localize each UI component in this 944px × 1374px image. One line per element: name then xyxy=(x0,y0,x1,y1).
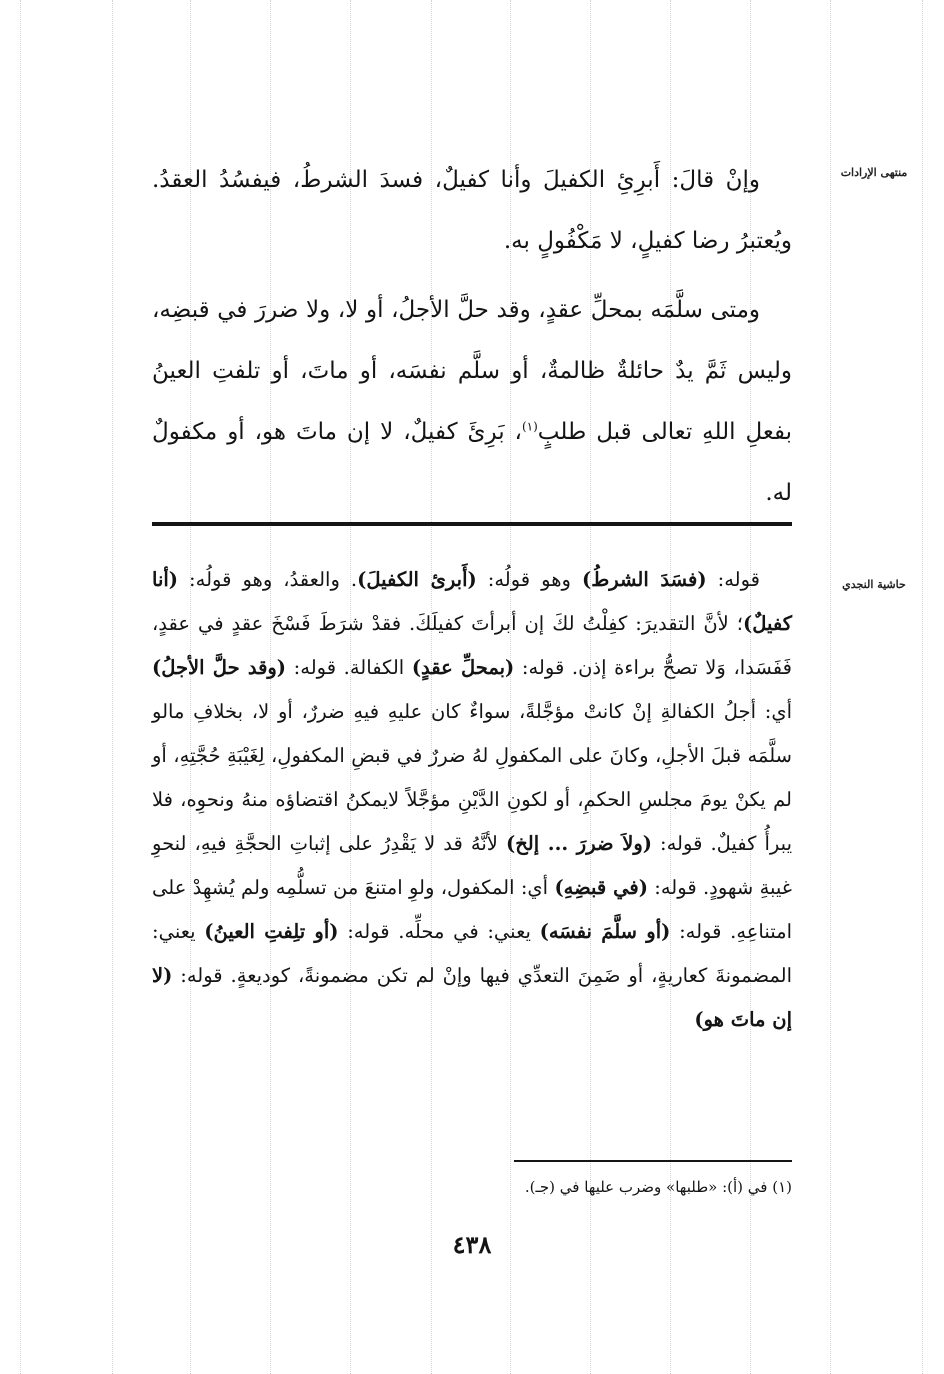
commentary-quote: (وقد حلَّ الأجلُ) xyxy=(152,656,287,679)
commentary-quote: (أو سلَّمَ نفسَه) xyxy=(539,920,671,943)
footnote-divider xyxy=(514,1160,792,1162)
commentary-quote: (أو تلِفتِ العينُ) xyxy=(204,920,339,943)
commentary-quote: (في قبضِهِ) xyxy=(554,876,648,899)
margin-label-matn: منتهى الإرادات xyxy=(840,166,908,179)
commentary-quote: (أنا كفيلٌ) xyxy=(152,568,792,635)
section-divider xyxy=(152,522,792,526)
footnote-text: (١) في (أ): «طلبها» وضرب عليها في (جـ). xyxy=(524,1178,792,1196)
commentary-text xyxy=(152,558,792,1042)
page-number: ٤٣٨ xyxy=(452,1230,492,1259)
commentary-segment: قوله: xyxy=(706,568,760,591)
commentary-segment: الكفالة. قوله: xyxy=(286,656,412,679)
commentary-quote: (لا إن ماتَ هو) xyxy=(152,964,792,1031)
scan-dotted-line xyxy=(112,0,113,1374)
commentary-quote: (بمحلِّ عقدٍ) xyxy=(411,656,515,679)
commentary-segment: . والعقدُ، وهو قولُه: xyxy=(178,568,358,591)
scan-dotted-line xyxy=(922,0,923,1374)
footnote-reference: (١) xyxy=(521,419,538,434)
main-paragraph-1: وإنْ قالَ: أَبرِئِ الكفيلَ وأنا كفيلٌ، فسدَ الشرطُ، فيفسُدُ العقدُ. ويُعتبرُ رضا كفيلٍ، لا مَكْفُولٍ به. xyxy=(152,167,792,254)
main-paragraph-2-text-a: ومتى سلَّمَه بمحلِّ عقدٍ، وقد حلَّ الأجلُ، أو لا، ولا ضررَ في قبضِه، وليس ثَمَّ يدٌ حائلةٌ ظالمةٌ، أو سلَّم نفسَه، أو ماتَ، أو تلفتِ العينُ بفعلِ اللهِ تعالى قبل طلبٍ xyxy=(152,297,792,445)
main-text xyxy=(152,150,792,524)
footnote xyxy=(152,1172,792,1202)
main-paragraph-2-text-b: ، بَرِئَ كفيلٌ، لا إن ماتَ هو، أو مكفولٌ له. xyxy=(152,419,792,506)
margin-label-sharh: حاشية النجدي xyxy=(842,578,906,591)
commentary-segment: يعني: المضمونةَ كعاريةٍ، أو ضَمِنَ التعدِّي فيها وإنْ لم تكن مضمونةً، كوديعةٍ. قوله: xyxy=(152,920,792,987)
commentary-segment: يعني: في محلِّه. قوله: xyxy=(338,920,540,943)
commentary-segment: أي: المكفول، ولوِ امتنعَ من تسلُّمِه ولم يُشهِدْ على امتناعِهِ. قوله: xyxy=(152,876,792,943)
commentary-quote: (فسَدَ الشرطُ) xyxy=(582,568,707,591)
commentary-paragraph xyxy=(152,558,792,1042)
commentary-segment: أي: أجلُ الكفالةِ إنْ كانتْ مؤجَّلةً، سواءٌ كان عليهِ فيهِ ضررٌ، أو لا، بخلافِ مالو سلَّمَه قبلَ الأجلِ، وكانَ على المكفولِ لهُ ضررٌ في قبضِ المكفولِ، لِغَيْبَةِ حُجَّتِهِ، أو لم يكنْ يومَ مجلسِ الحكمِ، أو لكونِ الدَّيْنِ مؤجَّلاً لايمكنُ اقتضاؤه منهُ ونحوِه، فلا يبرأُ كفيلٌ. قوله: xyxy=(152,700,792,855)
commentary-quote: (ولاَ ضررَ ... إلخ) xyxy=(505,832,652,855)
commentary-segment: لأنَّهُ قد لا يَقْدِرُ على إثباتِ الحجَّةِ فيهِ، لنحوِ غيبةِ شهودٍ. قوله: xyxy=(152,832,792,899)
scan-dotted-line xyxy=(20,0,21,1374)
commentary-quote: (أَبرئ الكفيلَ) xyxy=(357,568,477,591)
main-paragraph-2 xyxy=(152,280,792,524)
scan-dotted-line xyxy=(830,0,831,1374)
commentary-segment: ؛ لأنَّ التقديرَ: كفِلْتُ لكَ إن أبرأتَ كفيلَكَ. فقدْ شرَطَ فَسْخَ عقدٍ في عقدٍ، فَفَسَدا، وَلا تصحُّ براءة إذن. قوله: xyxy=(152,612,792,679)
commentary-segment: وهو قولُه: xyxy=(476,568,582,591)
